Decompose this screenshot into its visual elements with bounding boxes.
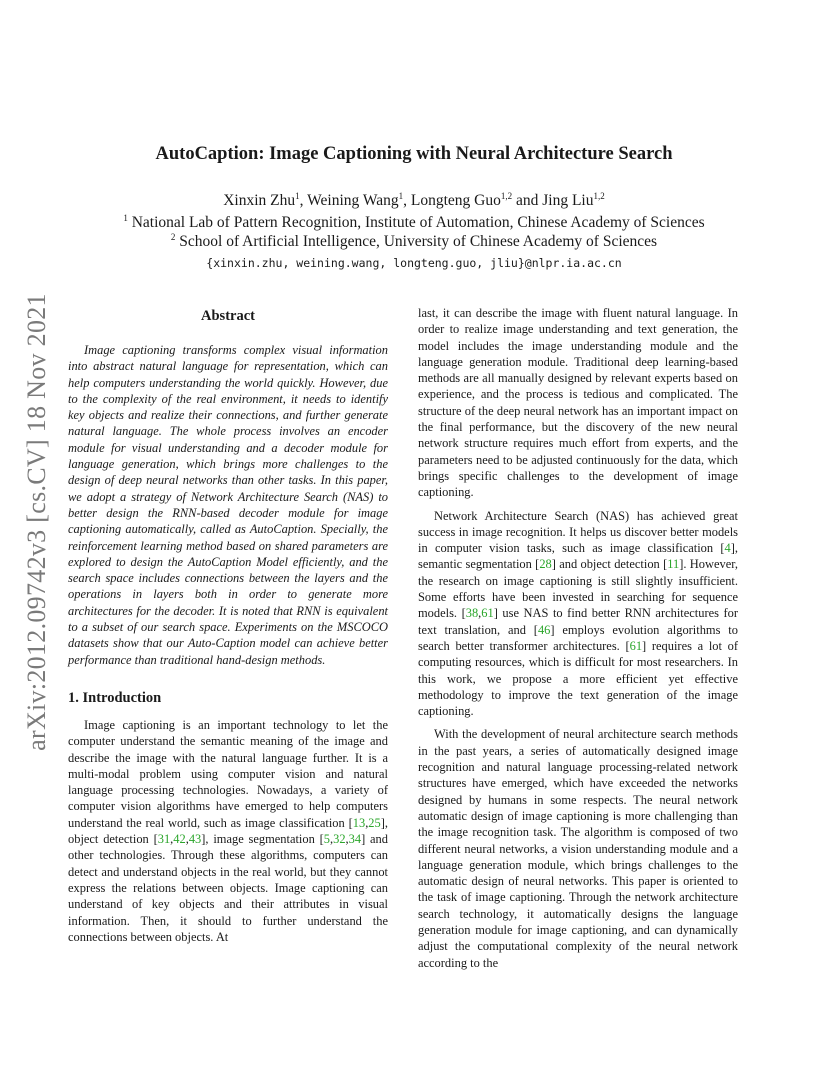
affiliation-1 [80,213,748,232]
citation-link[interactable]: 28 [539,557,552,572]
citation-link[interactable]: 61 [481,606,494,621]
paper-title: AutoCaption: Image Captioning with Neural Architecture Search [155,144,673,164]
body-paragraph: With the development of neural architecture search methods in the past years, a series of automatically designed image recognition and natural language processing-related network structures have emerged, which have exceeded the networks designed by humans in some respects. The neural network automatic design of image captioning is more challenging than the image recognition task. The algorithm is composed of two different neural networks, a vision understanding module and a language generation module, which brings challenges to the automatic design of neural networks. This paper is oriented to the task of image captioning. Through the network architecture search technology, it automatically designs the language generation module for image captioning, and can dynamically adjust the computational complexity of the neural network according to the [418,727,738,970]
author-name: Xinxin Zhu [223,192,296,209]
citation-link[interactable]: 32 [333,832,346,847]
citation-link[interactable]: 61 [629,638,643,653]
left-column [68,306,388,945]
author-emails: {xinxin.zhu, weining.wang, longteng.guo, jliu}@nlpr.ia.ac.cn [206,256,622,270]
citation-link[interactable]: 38 [465,606,479,621]
author-affiliation-marker: 1 [398,191,404,201]
affiliation-text: School of Artificial Intelligence, University of Chinese Academy of Sciences [179,233,658,250]
citation-link[interactable]: 11 [667,557,680,572]
citation-link[interactable]: 4 [724,541,731,556]
arxiv-identifier-stamp [22,282,52,762]
body-paragraph: last, it can describe the image with fluent natural language. In order to realize image understanding and text generation, the model includes the image understanding module and the language generation module. Traditional deep learning-based methods are all manually designed by relevant experts based on experience, and the process is tedious and complicated. The structure of the deep neural network has an important impact on the final performance, but the discovery of the new neural network structure requires much effort from experts, and the parameters need to be adjusted continuously for the data, which brings specific challenges to the development of image captioning. [418,306,738,500]
arxiv-stamp-text: arXiv:2012.09742v3 [cs.CV] 18 Nov 2021 [22,293,51,751]
author-list [80,191,748,210]
right-column [418,305,738,971]
affiliation-text: National Lab of Pattern Recognition, Institute of Automation, Chinese Academy of Sciences [131,214,705,231]
introduction-heading: 1. Introduction [68,689,162,706]
author-separator: and [512,192,543,209]
affiliation-marker: 2 [170,232,176,242]
citation-link[interactable]: 31 [157,832,171,847]
citation-link[interactable]: 25 [368,815,381,830]
citation-link[interactable]: 13 [352,815,366,830]
abstract-text: Image captioning transforms complex visual information into abstract natural language for representation, which can help computers understanding the world quickly. However, due to the complexity of the real environment, it needs to identify key objects and realize their connections, and further generate natural language. The whole process involves an encoder module for visual understanding and a decoder module for language generation, which brings more challenges to the design of deep neural networks than other tasks. In this paper, we adopt a strategy of Network Architecture Search (NAS) to better design the RNN-based decoder module for image captioning automatically, called as AutoCaption. Specially, the reinforcement learning method based on shared parameters are explored to design the AutoCaption Model efficiently, and the search space includes connections between the layers and the operations in layers both in order to generate more architectures for the decoder. It is noted that RNN is equivalent to a subset of our search space. Experiments on the MSCOCO datasets show that our Auto-Caption model can achieve better performance than traditional hand-design methods. [68,343,388,667]
citation-link[interactable]: 5 [323,832,330,847]
author-affiliation-marker: 1,2 [500,191,513,201]
citation-link[interactable]: 46 [537,622,551,637]
author-affiliation-marker: 1,2 [593,191,605,201]
citation-link[interactable]: 34 [348,832,362,847]
author-separator: , [299,192,308,209]
affiliation-marker: 1 [123,213,128,223]
abstract-heading: Abstract [201,308,255,324]
author-affiliation-marker: 1 [295,191,300,201]
citation-link[interactable]: 42 [173,832,186,847]
author-separator: , [403,192,411,209]
author-name: Jing Liu [542,192,594,209]
body-paragraph: Network Architecture Search (NAS) has achieved great success in image recognition. It helps us discover better models in computer vision tasks, such as image classification [4], semantic segmentation [28] and object detection [11]. However, the research on image captioning is still slightly insufficient. Some efforts have been invested in searching for sequence models. [38,61] use NAS to find better RNN architectures for text translation, and [46] employs evolution algorithms to search better transformer architectures. [61] requires a lot of computing resources, which is difficult for most researchers. In this work, we propose a more efficient yet effective methodology to improve the text generation of the image captioning. [418,508,738,719]
citation-link[interactable]: 43 [188,832,202,847]
author-name: Weining Wang [307,192,399,209]
author-name: Longteng Guo [410,192,501,209]
introduction-paragraph: Image captioning is an important technology to let the computer understand the semantic meaning of the image and describe the image with the natural language further. It is a multi-modal problem using computer vision and natural language processing technologies. Nowadays, a variety of computer vision algorithms have emerged to help computers understand the real world, such as image classification [13,25], object detection [31,42,43], image segmentation [5,32,34] and other technologies. Through these algorithms, computers can detect and understand objects in the real world, but they cannot express the relations between objects. Image captioning can understand of key objects and their attributes in visual information. Then, it should to further understand the connections between objects. At [68,717,388,944]
affiliation-2 [80,232,748,251]
